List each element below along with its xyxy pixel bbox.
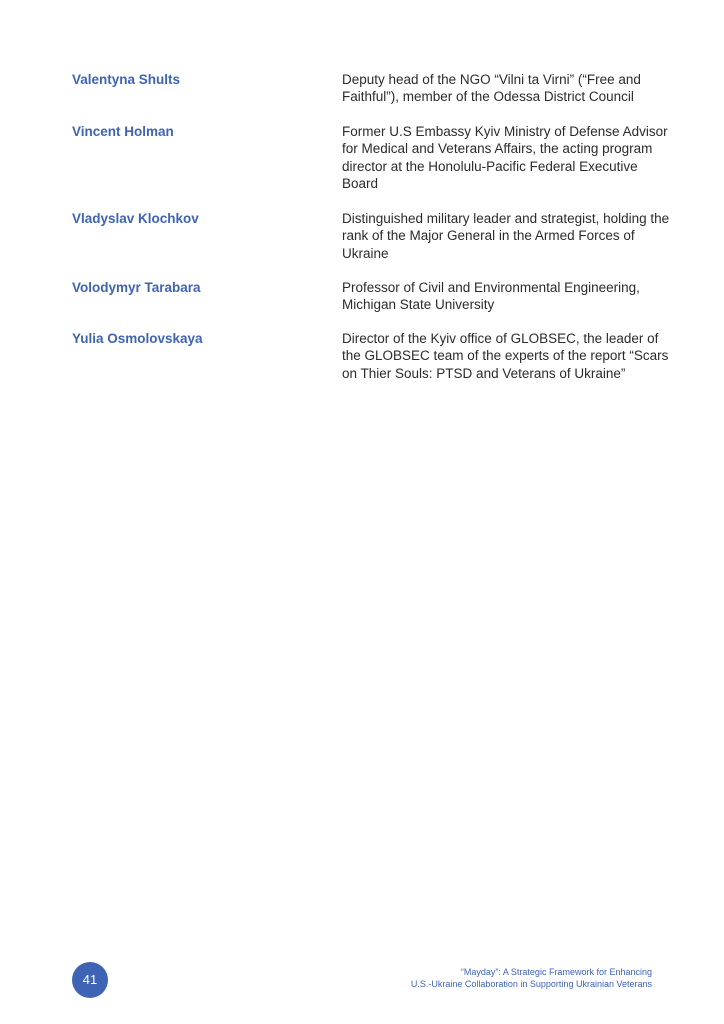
footer-title-line-1: “Mayday”: A Strategic Framework for Enhancing: [460, 967, 652, 977]
person-description: Former U.S Embassy Kyiv Ministry of Defense Advisor for Medical and Veterans Affairs, the acting program director at the Honolulu-Pacific Federal Executive Board: [342, 124, 668, 191]
footer-document-title: [292, 967, 652, 990]
person-name: Vincent Holman: [72, 124, 174, 139]
person-name: Valentyna Shults: [72, 72, 181, 87]
person-name: Volodymyr Tarabara: [72, 280, 201, 295]
person-name: Vladyslav Klochkov: [72, 211, 199, 226]
person-description: Deputy head of the NGO “Vilni ta Virni” (“Free and Faithful”), member of the Odessa District Council: [342, 72, 641, 105]
footer-title-line-2: U.S.-Ukraine Collaboration in Supporting Ukrainian Veterans: [410, 978, 652, 989]
person-description: Professor of Civil and Environmental Engineering, Michigan State University: [342, 280, 640, 313]
page-number: 41: [72, 962, 108, 998]
person-description: Distinguished military leader and strategist, holding the rank of the Major General in the Armed Forces of Ukraine: [342, 211, 670, 261]
person-description: Director of the Kyiv office of GLOBSEC, the leader of the GLOBSEC team of the experts of the report “Scars on Thier Souls: PTSD and Veterans of Ukraine”: [342, 331, 669, 381]
person-name: Yulia Osmolovskaya: [72, 331, 203, 346]
